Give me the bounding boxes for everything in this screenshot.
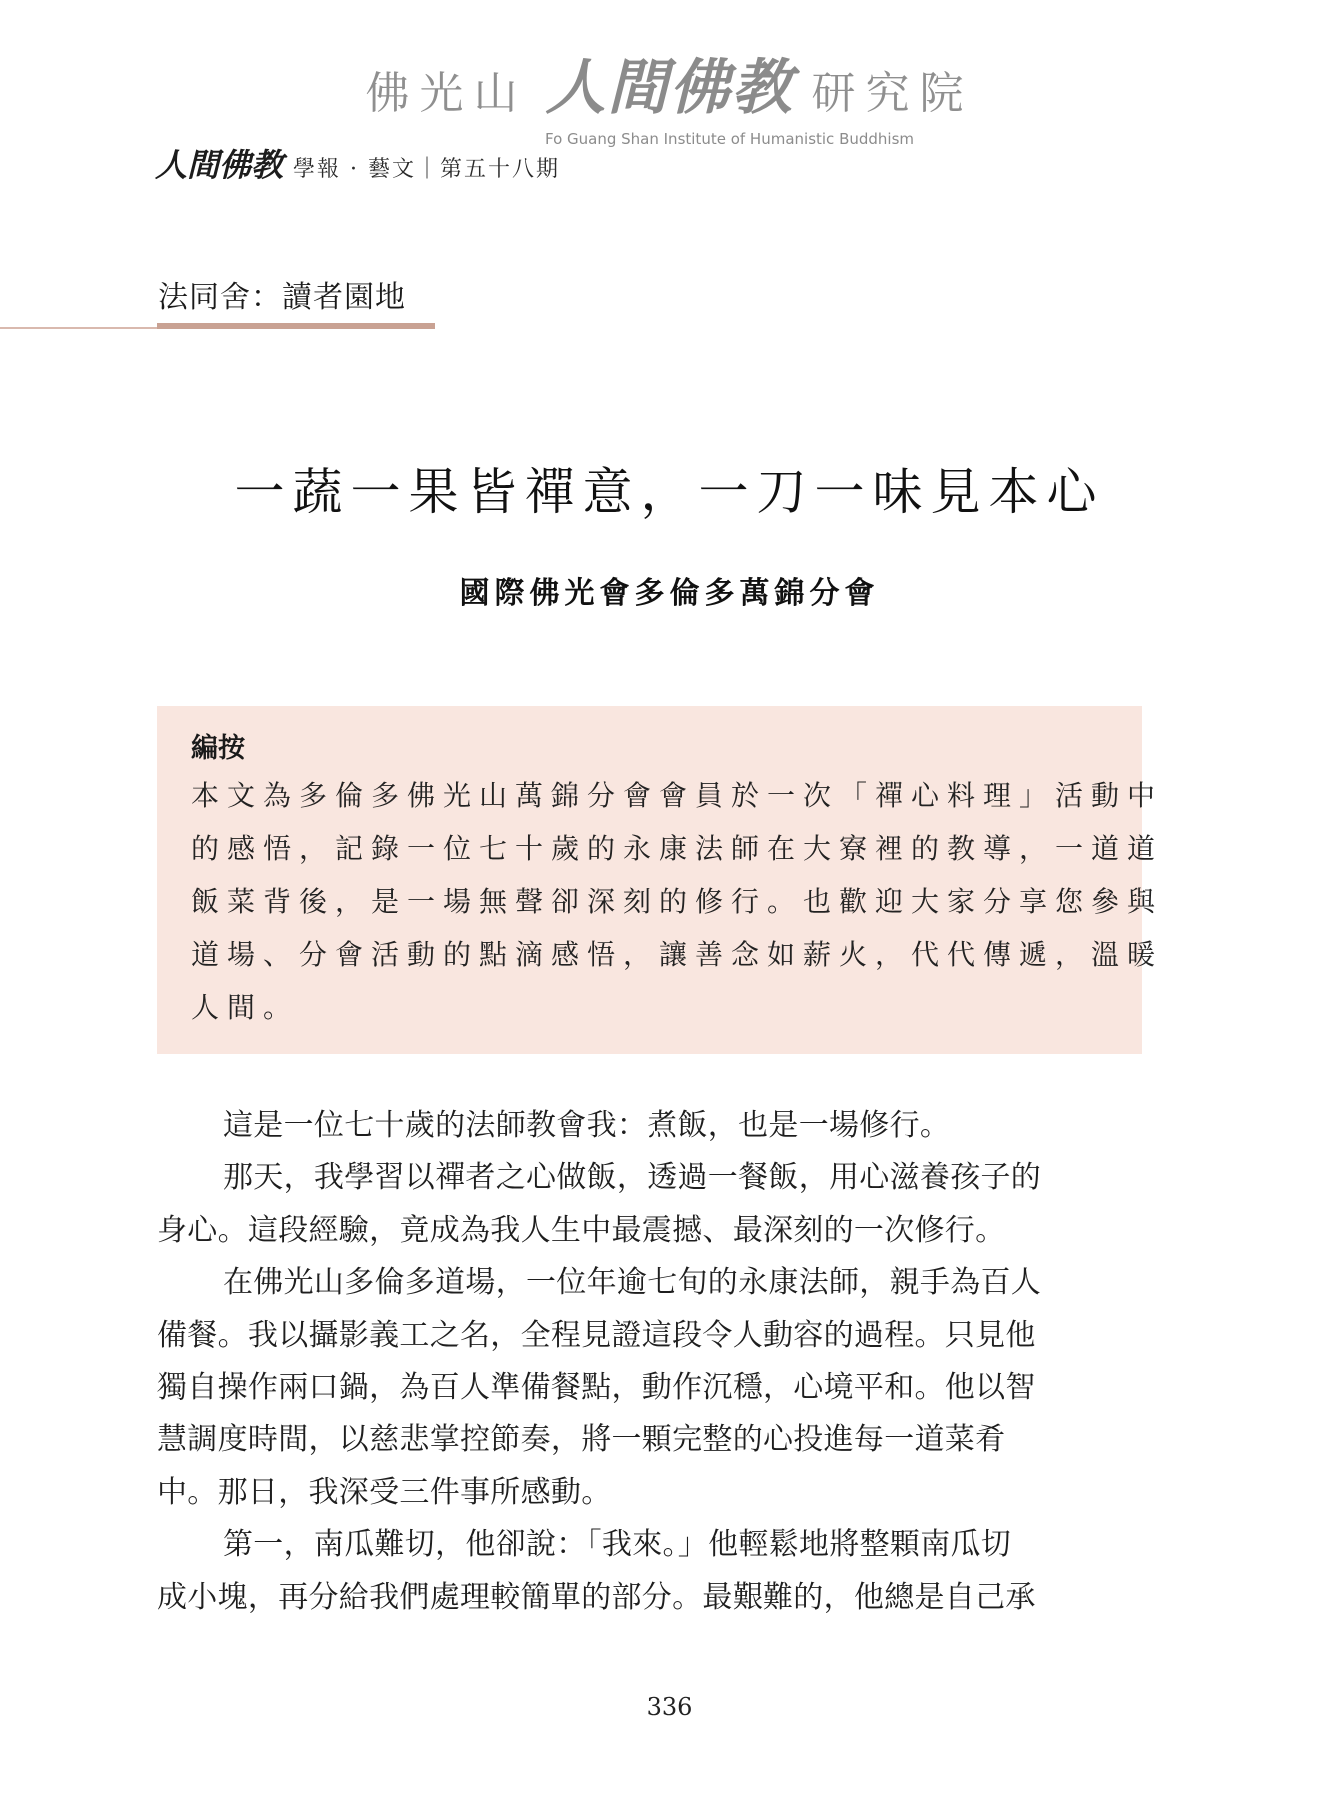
institute-logo: 人間佛教 xyxy=(545,53,794,123)
journal-issue-text: 學報 · 藝文｜第五十八期 xyxy=(293,157,560,182)
institute-header xyxy=(0,40,1339,148)
body-line: 成小塊，再分給我們處理較簡單的部分。最艱難的，他總是自己承 xyxy=(157,1579,1036,1615)
article-author: 國際佛光會多倫多萬錦分會 xyxy=(459,576,880,611)
body-line: 這是一位七十歲的法師教會我：煮飯，也是一場修行。 xyxy=(223,1108,951,1143)
article-title: 一蔬一果皆禪意，一刀一味見本心 xyxy=(234,463,1105,521)
body-line: 在佛光山多倫多道場，一位年逾七旬的永康法師，親手為百人 xyxy=(223,1265,1042,1301)
journal-running-header xyxy=(155,140,560,186)
editor-note-line: 的感悟，記錄一位七十歲的永康法師在大寮裡的教導，一道道 xyxy=(191,832,1164,865)
institute-prefix: 佛光山 xyxy=(365,68,528,119)
body-line: 備餐。我以攝影義工之名，全程見證這段令人動容的過程。只見他 xyxy=(157,1317,1036,1353)
institute-title xyxy=(366,40,974,126)
body-line: 身心。這段經驗，竟成為我人生中最震撼、最深刻的一次修行。 xyxy=(157,1212,1006,1248)
page-number: 336 xyxy=(646,1693,693,1721)
body-line: 那天，我學習以禪者之心做飯，透過一餐飯，用心滋養孩子的 xyxy=(223,1160,1042,1196)
editor-note-heading: 編按 xyxy=(191,733,245,764)
editor-note-line: 人間。 xyxy=(191,991,300,1024)
journal-logo: 人間佛教 xyxy=(155,146,284,184)
editor-note-line: 道場、分會活動的點滴感悟，讓善念如薪火，代代傳遞，溫暖 xyxy=(191,938,1164,971)
institute-english-name: Fo Guang Shan Institute of Humanistic Buddhism xyxy=(544,130,915,148)
editor-note-box xyxy=(157,706,1164,1054)
section-underline xyxy=(157,323,435,329)
section-label: 法同舍：讀者園地 xyxy=(158,280,406,315)
body-line: 獨自操作兩口鍋，為百人準備餐點，動作沉穩，心境平和。他以智 xyxy=(157,1370,1036,1406)
body-line: 慧調度時間，以慈悲掌控節奏，將一顆完整的心投進每一道菜肴 xyxy=(157,1422,1006,1458)
body-line: 中。那日，我深受三件事所感動。 xyxy=(157,1474,612,1510)
institute-suffix: 研究院 xyxy=(811,68,974,119)
editor-note-line: 本文為多倫多佛光山萬錦分會會員於一次「禪心料理」活動中 xyxy=(191,779,1164,812)
article-body xyxy=(157,1100,1142,1624)
body-line: 第一，南瓜難切，他卻說：「我來。」他輕鬆地將整顆南瓜切 xyxy=(223,1527,1012,1563)
editor-note-line: 飯菜背後，是一場無聲卻深刻的修行。也歡迎大家分享您參與 xyxy=(191,885,1164,918)
